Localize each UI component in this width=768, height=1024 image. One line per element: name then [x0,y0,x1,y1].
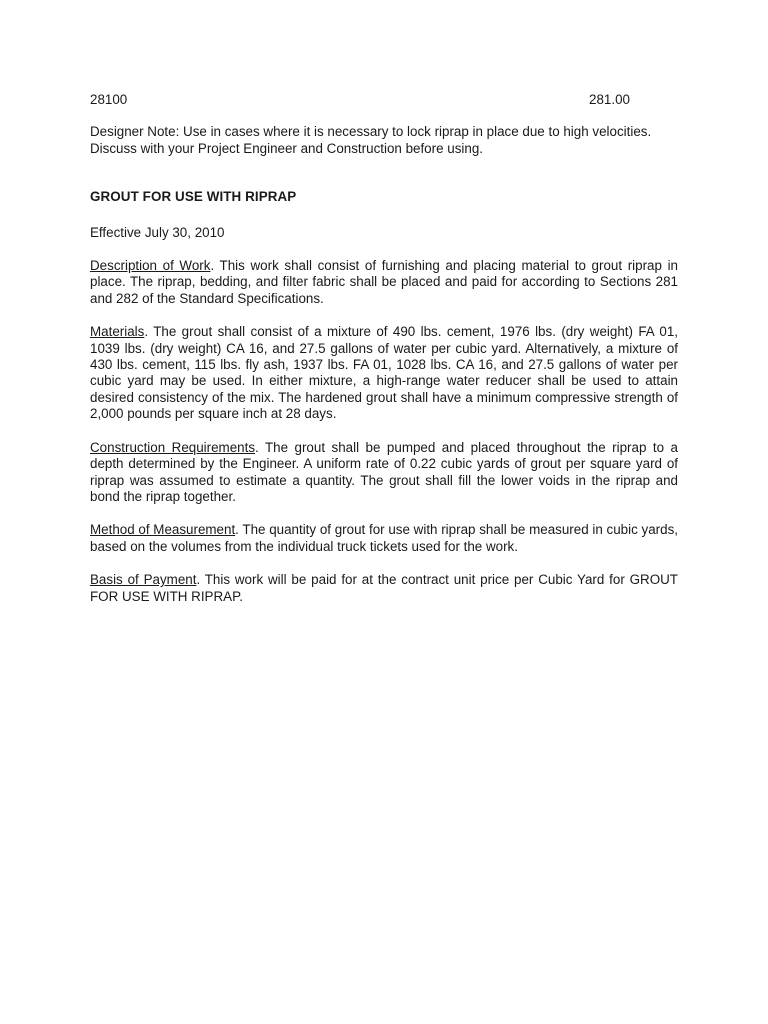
section-heading: Description of Work [90,258,211,274]
section-number: 28100 [90,92,128,107]
page-header [90,92,630,108]
section-heading: Materials [90,324,145,340]
section-heading: Method of Measurement [90,522,236,538]
section-description-of-work [90,258,678,307]
section-body: . This work will be paid for at the contract unit price per Cubic Yard for GROUT FOR USE WITH RIPRAP. [90,572,678,604]
section-body: . The quantity of grout for use with riprap shall be measured in cubic yards, based on the volumes from the individual truck tickets used for the work. [90,522,678,554]
section-materials [90,324,678,422]
section-body: . The grout shall consist of a mixture of 490 lbs. cement, 1976 lbs. (dry weight) FA 01, 1039 lbs. (dry weight) CA 16, and 27.5 gallons of water per cubic yard. Alternatively, a mixture of 430 lbs. cement, 115 lbs. fly ash, 1937 lbs. FA 01, 1028 lbs. CA 16, and 27.5 gallons of water per cubic yard may be used. In either mixture, a high-range water reducer shall be used to attain desired consistency of the mix. The hardened grout shall have a minimum compressive strength of 2,000 pounds per square inch at 28 days. [90,324,678,422]
section-construction-requirements [90,440,678,506]
section-basis-of-payment [90,572,678,605]
designer-note: Designer Note: Use in cases where it is necessary to lock riprap in place due to high velocities. Discuss with your Project Engineer and Construction before using. [90,124,652,156]
section-heading: Construction Requirements [90,439,256,455]
section-heading: Basis of Payment [90,572,197,588]
page-number: 281.00 [589,92,630,107]
effective-date: Effective July 30, 2010 [90,224,225,240]
section-method-of-measurement [90,522,678,555]
section-body: . This work shall consist of furnishing and placing material to grout riprap in place. The riprap, bedding, and filter fabric shall be placed and paid for according to Sections 281 and 282 of the Standard Specifications. [90,258,678,306]
document-title: GROUT FOR USE WITH RIPRAP [90,189,297,205]
section-body: . The grout shall be pumped and placed throughout the riprap to a depth determined by the Engineer. A uniform rate of 0.22 cubic yards of grout per square yard of riprap was assumed to estimate a quantity. The grout shall fill the lower voids in the riprap and bond the riprap together. [90,439,678,504]
document-page [90,92,678,605]
